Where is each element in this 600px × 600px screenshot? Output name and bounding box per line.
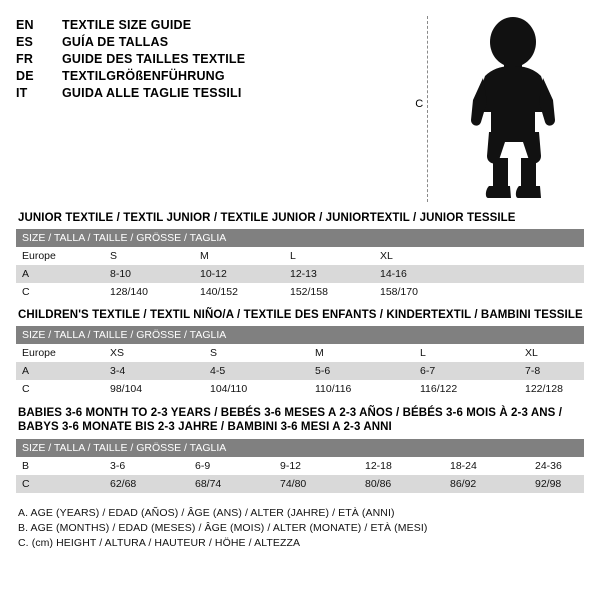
cell: 9-12 [274,457,359,475]
cell: 152/158 [284,283,374,301]
language-code: FR [16,52,34,66]
table-header-row [16,439,584,457]
cell: 86/92 [444,475,529,493]
height-dashed-line [427,16,428,202]
language-code: ES [16,35,34,49]
cell: XL [519,344,584,362]
cell [464,247,584,265]
cell: 12-18 [359,457,444,475]
table-row [16,380,584,398]
table-row [16,247,584,265]
language-title: TEXTILGRÖßENFÜHRUNG [62,69,225,83]
cell: XL [374,247,464,265]
language-row [16,86,245,100]
row-label: C [16,283,104,301]
row-label: A [16,362,104,380]
table-header-row [16,229,584,247]
table-row [16,344,584,362]
cell: 14-16 [374,265,464,283]
language-code: DE [16,69,34,83]
cell: 74/80 [274,475,359,493]
row-label: Europe [16,247,104,265]
child-silhouette-icon [455,16,575,202]
cell: 98/104 [104,380,204,398]
figure-area [245,14,584,204]
cell: 6-9 [189,457,274,475]
cell: 6-7 [414,362,519,380]
language-title-list [16,14,245,103]
cell: 104/110 [204,380,309,398]
cell: 140/152 [194,283,284,301]
cell: 62/68 [104,475,189,493]
language-row [16,69,245,83]
cell: 3-4 [104,362,204,380]
cell: S [204,344,309,362]
language-title: TEXTILE SIZE GUIDE [62,18,192,32]
cell: L [414,344,519,362]
babies-size-table [16,439,584,493]
height-measure-figure [415,14,600,204]
cell: 18-24 [444,457,529,475]
table-header-label: SIZE / TALLA / TAILLE / GRÖSSE / TAGLIA [16,229,584,247]
cell: M [309,344,414,362]
cell: XS [104,344,204,362]
table-row [16,265,584,283]
language-title: GUIDE DES TAILLES TEXTILE [62,52,246,66]
cell: 7-8 [519,362,584,380]
language-row [16,52,245,66]
row-label: A [16,265,104,283]
section-childrens-textile [16,309,584,398]
cell: 68/74 [189,475,274,493]
cell: 110/116 [309,380,414,398]
cell: 5-6 [309,362,414,380]
cell [464,265,584,283]
table-header-label: SIZE / TALLA / TAILLE / GRÖSSE / TAGLIA [16,439,584,457]
legend-line: C. (cm) HEIGHT / ALTURA / HAUTEUR / HÖHE / ALTEZZA [18,537,301,549]
cell: 80/86 [359,475,444,493]
cell: M [194,247,284,265]
row-label: C [16,380,104,398]
cell: 116/122 [414,380,519,398]
cell: 92/98 [529,475,584,493]
cell: 3-6 [104,457,189,475]
cell: 24-36 [529,457,584,475]
language-row [16,35,245,49]
children-size-table [16,326,584,398]
cell: 122/128 [519,380,584,398]
cell: S [104,247,194,265]
cell: 158/170 [374,283,464,301]
legend [16,507,584,549]
cell: 8-10 [104,265,194,283]
table-header-label: SIZE / TALLA / TAILLE / GRÖSSE / TAGLIA [16,326,584,344]
section-title: JUNIOR TEXTILE / TEXTIL JUNIOR / TEXTILE JUNIOR / JUNIORTEXTIL / JUNIOR TESSILE [18,212,516,224]
cell: L [284,247,374,265]
section-title: CHILDREN'S TEXTILE / TEXTIL NIÑO/A / TEXTILE DES ENFANTS / KINDERTEXTIL / BAMBINI TESSILE [18,309,583,321]
table-row [16,362,584,380]
table-header-row [16,326,584,344]
legend-line: B. AGE (MONTHS) / EDAD (MESES) / ÂGE (MOIS) / ALTER (MONATE) / ETÀ (MESI) [18,522,428,534]
row-label: C [16,475,104,493]
language-code: IT [16,86,28,100]
cell: 4-5 [204,362,309,380]
legend-line: A. AGE (YEARS) / EDAD (AÑOS) / ÂGE (ANS) / ALTER (JAHRE) / ETÀ (ANNI) [18,507,395,519]
row-label: Europe [16,344,104,362]
section-junior-textile [16,212,584,301]
cell: 12-13 [284,265,374,283]
row-label: B [16,457,104,475]
table-row [16,457,584,475]
language-code: EN [16,18,34,32]
cell: 128/140 [104,283,194,301]
section-title: BABIES 3-6 MONTH TO 2-3 YEARS / BEBÉS 3-6 MESES A 2-3 AÑOS / BÉBÉS 3-6 MOIS À 2-3 ANS / BABYS 3-6 MONATE BIS 2-3 JAHRE / BAMBINI 3-6 MESI A 2-3 ANNI [18,407,562,433]
cell: 10-12 [194,265,284,283]
height-measure-label: C [415,98,424,110]
header [16,14,584,204]
language-row [16,18,245,32]
language-title: GUÍA DE TALLAS [62,35,169,49]
table-row [16,475,584,493]
table-row [16,283,584,301]
language-title: GUIDA ALLE TAGLIE TESSILI [62,86,242,100]
section-babies-textile [16,406,584,493]
cell [464,283,584,301]
junior-size-table [16,229,584,301]
